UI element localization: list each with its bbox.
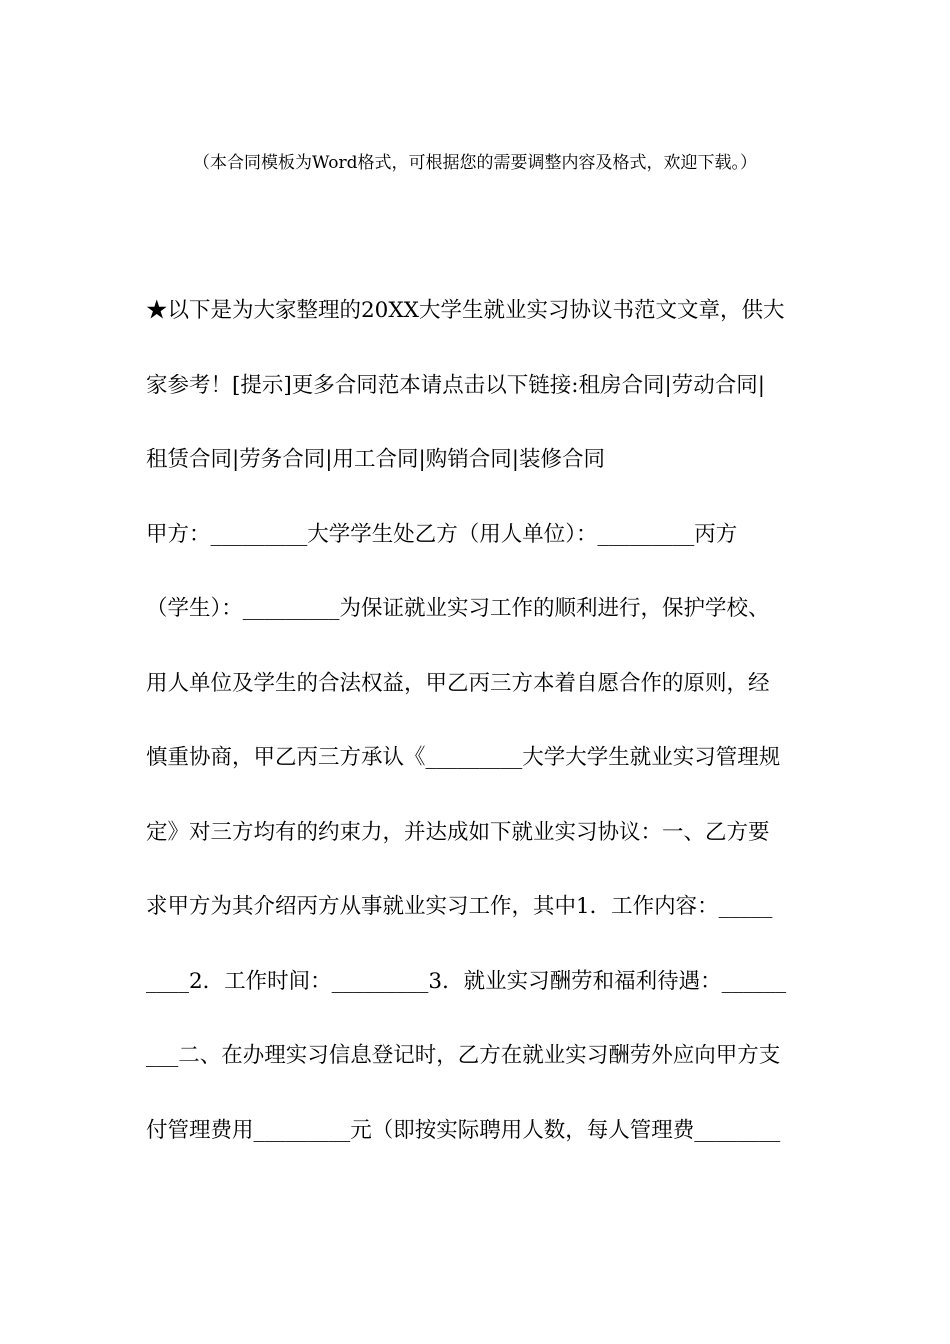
- template-note: （本合同模板为Word格式，可根据您的需要调整内容及格式，欢迎下载。）: [192, 153, 758, 173]
- text-line: 租赁合同|劳务合同|用工合同|购销合同|装修合同: [146, 447, 605, 472]
- text-line: ★以下是为大家整理的20XX大学生就业实习协议书范文文章，供大: [146, 298, 785, 323]
- text-line: 定》对三方均有的约束力，并达成如下就业实习协议：一、乙方要: [146, 819, 770, 845]
- text-line: ____2．工作时间：_________3．就业实习酬劳和福利待遇：______: [146, 968, 787, 994]
- agreement-body: [146, 291, 806, 1185]
- text-line: 求甲方为其介绍丙方从事就业实习工作，其中1．工作内容：_____: [146, 894, 773, 919]
- text-line: ___二、在办理实习信息登记时，乙方在就业实习酬劳外应向甲方支: [146, 1043, 781, 1068]
- text-line: 慎重协商，甲乙丙三方承认《_________大学大学生就业实习管理规: [146, 745, 781, 770]
- text-line: 用人单位及学生的合法权益，甲乙丙三方本着自愿合作的原则，经: [146, 670, 770, 696]
- text-line: 甲方：_________大学学生处乙方（用人单位）：_________丙方: [146, 521, 738, 547]
- text-line: 付管理费用_________元（即按实际聘用人数，每人管理费________: [146, 1117, 781, 1143]
- text-line: （学生）：_________为保证就业实习工作的顺利进行，保护学校、: [146, 596, 770, 621]
- text-line: 家参考！[提示]更多合同范本请点击以下链接:租房合同|劳动合同|: [146, 372, 766, 398]
